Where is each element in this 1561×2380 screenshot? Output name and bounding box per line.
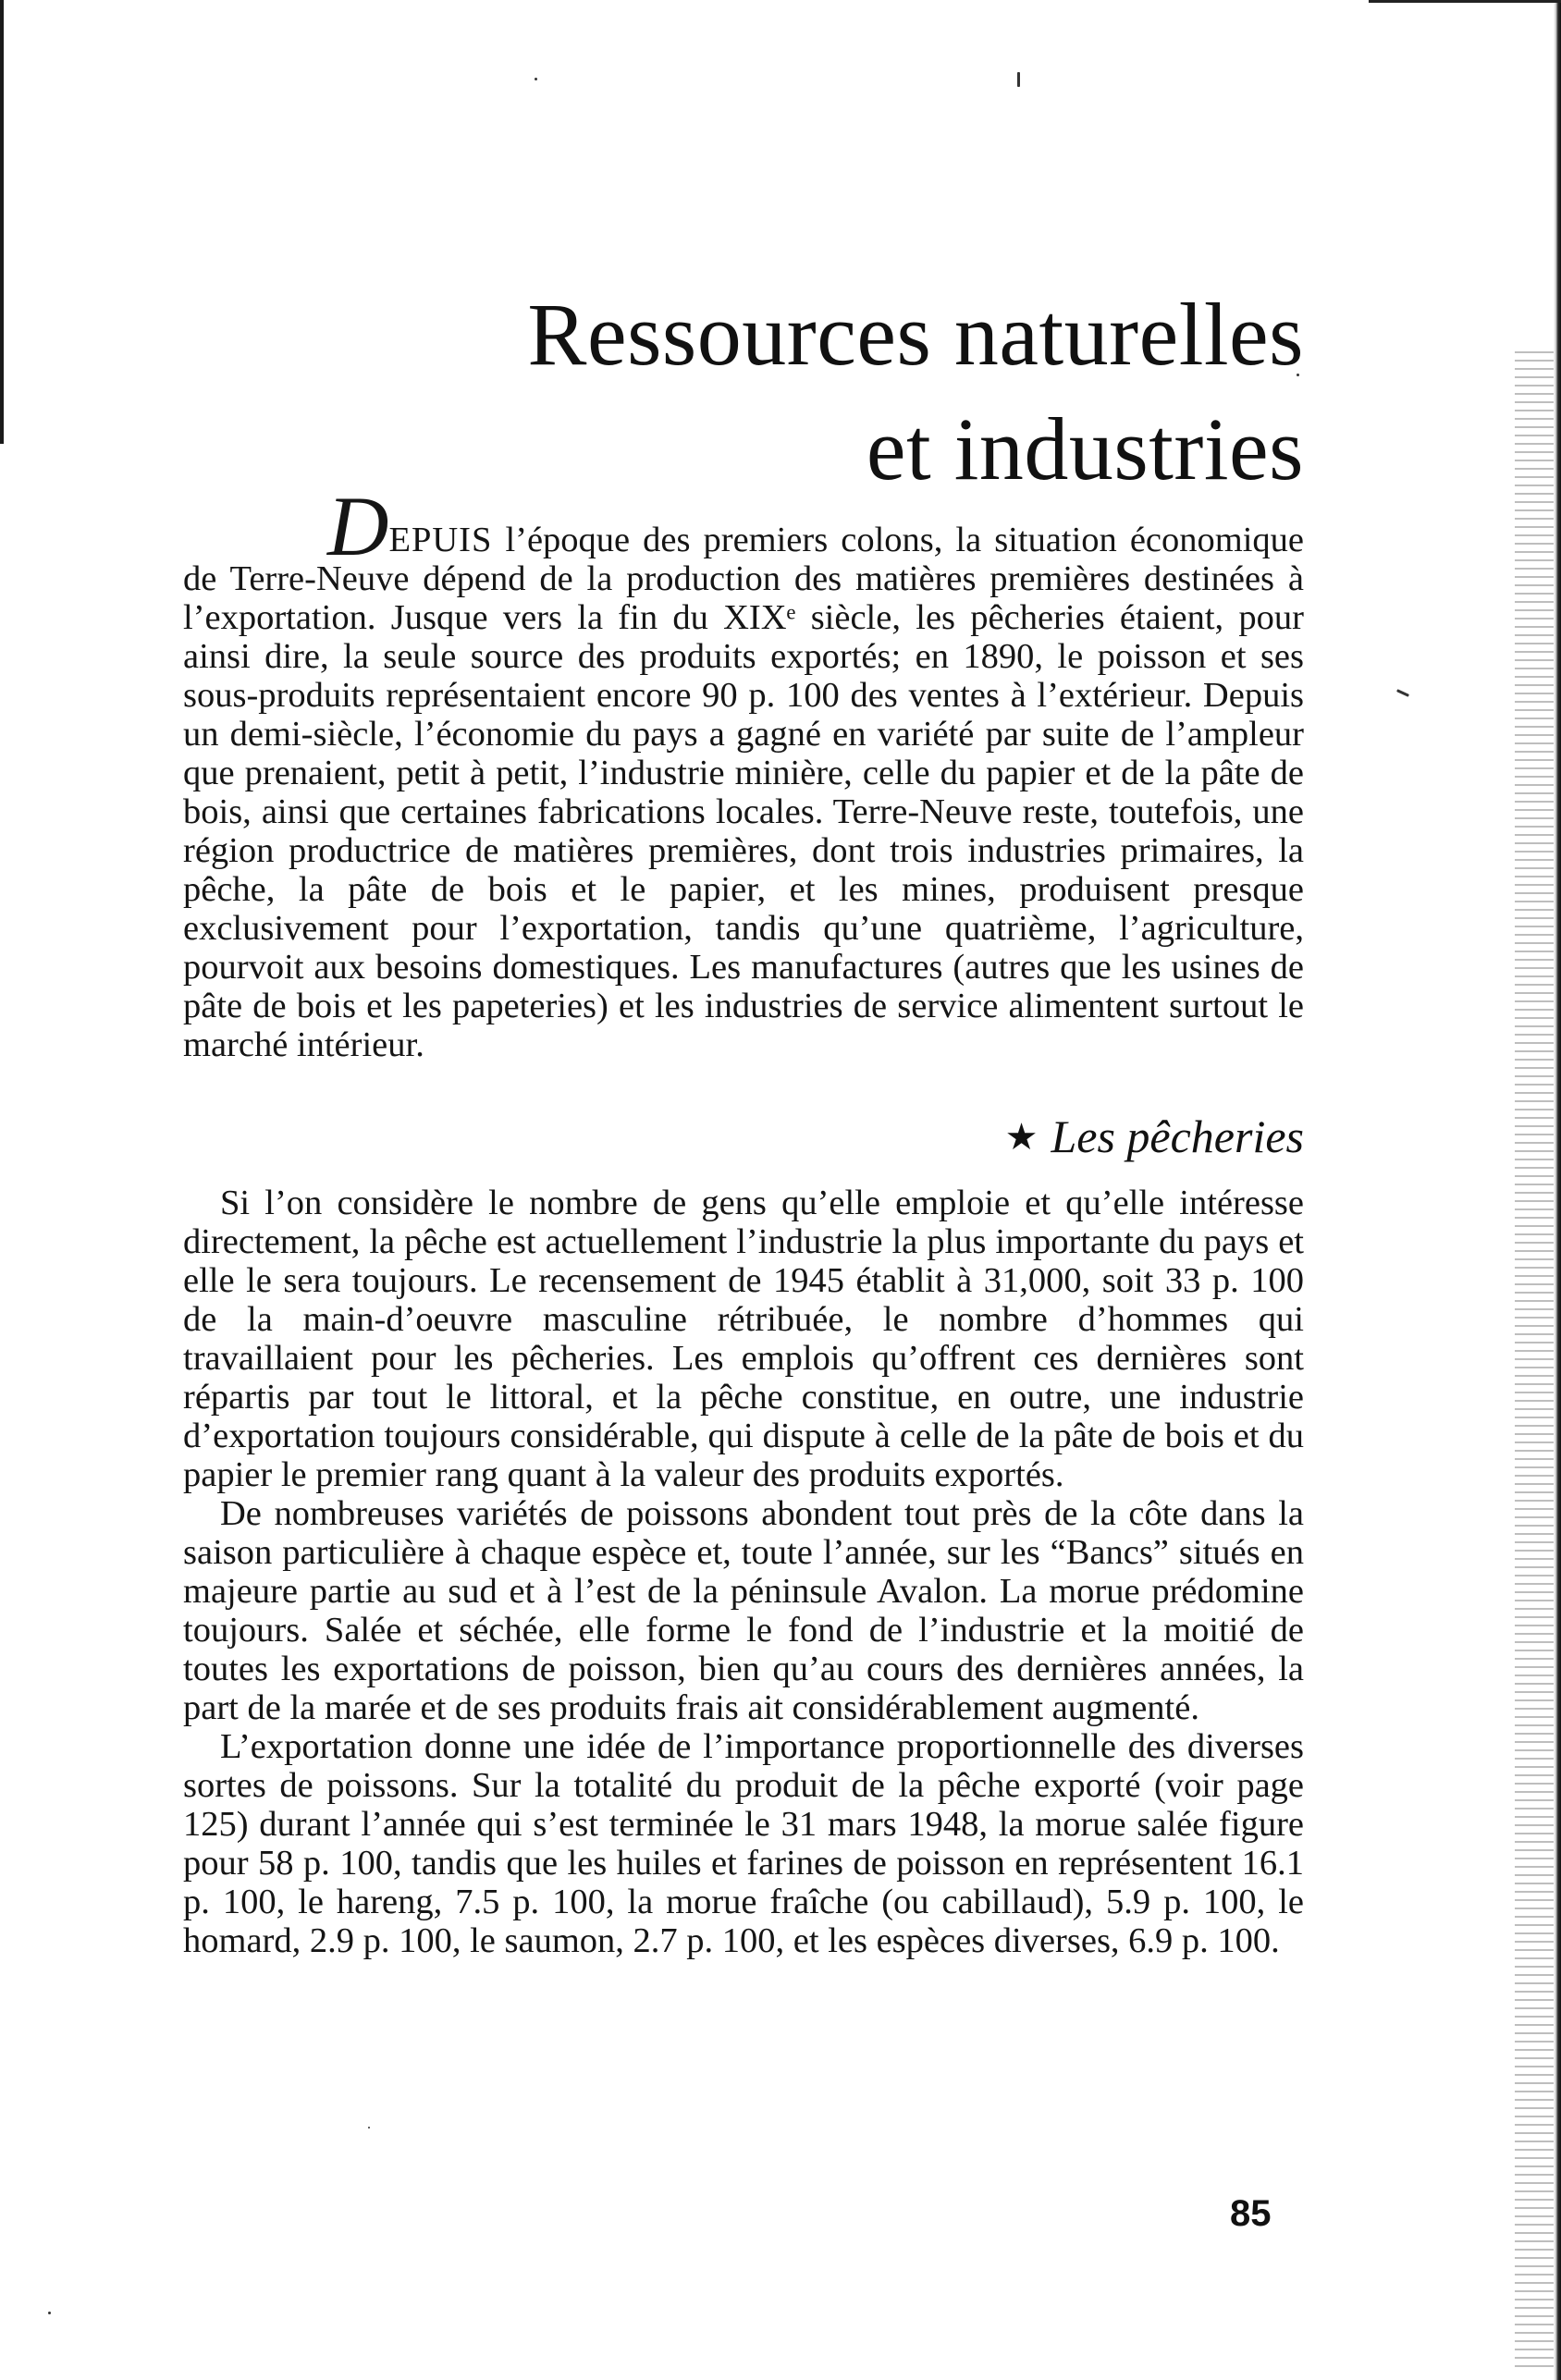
intro-lead-word: EPUIS xyxy=(388,521,493,559)
scan-speck xyxy=(1017,72,1020,87)
scan-edge-texture xyxy=(1515,351,1554,2367)
section-paragraph-2: De nombreuses variétés de poissons abondent tout près de la côte dans la saison particulière à chaque espèce et, toute l’année, sur les “Bancs” situés en majeure partie au sud et à l’est de la péninsule Avalon. La morue prédomine toujours. Salée et séchée, elle forme le fond de l’industrie et la moitié de toutes les exportations de poisson, bien qu’au cours des dernières années, la part de la marée et de ses produits frais ait considérablement augmenté. xyxy=(183,1494,1304,1727)
scan-speck xyxy=(368,2127,370,2129)
scan-speck xyxy=(48,2312,51,2314)
chapter-title-line-1: Ressources naturelles xyxy=(527,285,1304,384)
drop-cap: D xyxy=(327,479,389,573)
scan-edge-right xyxy=(1554,0,1561,2380)
scan-top-line xyxy=(1369,0,1561,3)
scan-edge-left xyxy=(0,0,4,444)
intro-paragraph xyxy=(183,479,1304,1064)
intro-text: l’époque des premiers colons, la situation économique de Terre-Neuve dépend de la production des matières premières destinées à l’exportation. Jusque vers la fin du XIXᵉ siècle, les pêcheries étaient, pour ainsi dire, la seule source des produits exportés; en 1890, le poisson et ses sous-produits représentaient encore 90 p. 100 des ventes à l’extérieur. Depuis un demi-siècle, l’économie du pays a gagné en variété par suite de l’ampleur que prenaient, petit à petit, l’industrie minière, celle du papier et de la pâte de bois, ainsi que certaines fabrications locales. Terre-Neuve reste, toutefois, une région productrice de matières premières, dont trois industries primaires, la pêche, la pâte de bois et le papier, et les mines, produisent presque exclusivement pour l’exportation, tandis qu’une quatrième, l’agriculture, pourvoit aux besoins domestiques. Les manufactures (autres que les usines de pâte de bois et les papeteries) et les industries de service alimentent surtout le marché intérieur. xyxy=(183,521,1304,1064)
section-paragraph-1: Si l’on considère le nombre de gens qu’elle emploie et qu’elle intéresse directement, la pêche est actuellement l’industrie la plus importante du pays et elle le sera toujours. Le recensement de 1945 établit à 31,000, soit 33 p. 100 de la main-d’oeuvre masculine rétribuée, le nombre d’hommes qui travaillaient pour les pêcheries. Les emplois qu’offrent ces dernières sont répartis par tout le littoral, et la pêche constitue, en outre, une industrie d’exportation toujours considérable, qui dispute à celle de la pâte de bois et du papier le premier rang quant à la valeur des produits exportés. xyxy=(183,1184,1304,1494)
chapter-title xyxy=(183,277,1304,507)
document-page xyxy=(183,277,1304,1960)
page-number: 85 xyxy=(1230,2193,1272,2234)
section-heading xyxy=(183,1109,1304,1165)
scan-speck xyxy=(1396,689,1409,697)
section-paragraph-3: L’exportation donne une idée de l’importance proportionnelle des diverses sortes de poissons. Sur la totalité du produit de la pêche exporté (voir page 125) durant l’année qui s’est terminée le 31 mars 1948, la morue salée figure pour 58 p. 100, tandis que les huiles et farines de poisson en représentent 16.1 p. 100, le hareng, 7.5 p. 100, la morue fraîche (ou cabillaud), 5.9 p. 100, le homard, 2.9 p. 100, le saumon, 2.7 p. 100, et les espèces diverses, 6.9 p. 100. xyxy=(183,1727,1304,1960)
star-icon: ★ xyxy=(1004,1116,1039,1158)
section-heading-text: Les pêcheries xyxy=(1051,1110,1304,1162)
scan-speck xyxy=(535,78,537,80)
chapter-title-line-2: et industries xyxy=(866,399,1304,498)
